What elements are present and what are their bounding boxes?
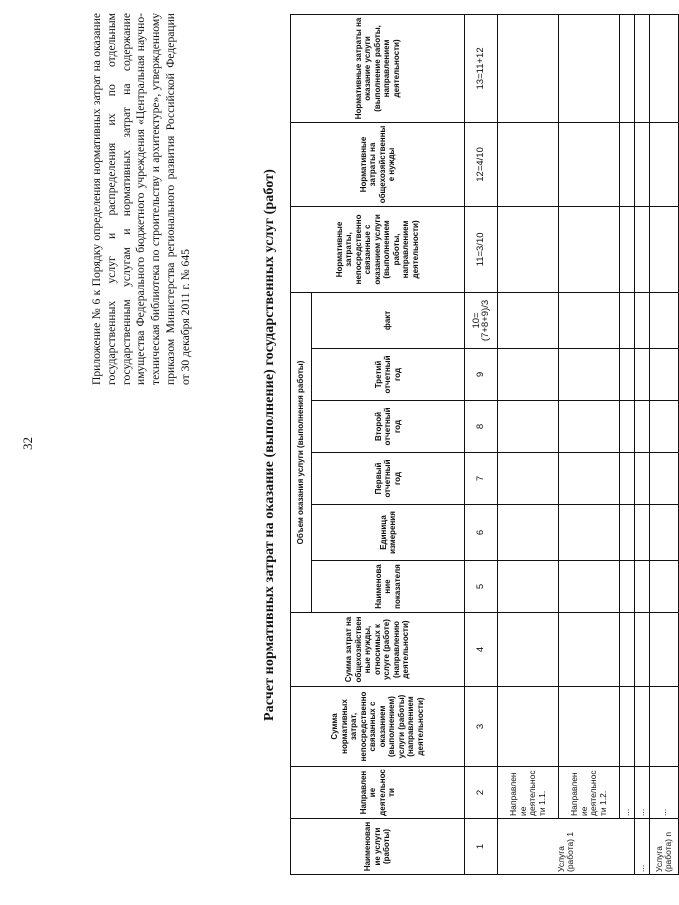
header-fact: факт [312, 292, 465, 348]
table-cell [650, 122, 679, 206]
table-cell [559, 206, 620, 292]
table-cell [635, 401, 650, 453]
table-cell [620, 122, 635, 206]
header-general-costs-sum: Сумма затрат на общехозяйственные нужды, относимых к услуге (работе) (направлению деятельности) [291, 613, 465, 687]
service-ellipsis-cell: ... [635, 819, 650, 875]
table-title: Расчет нормативных затрат на оказание (выполнение) государственных услуг (работ) [262, 169, 277, 721]
table-cell [498, 401, 559, 453]
table-cell [635, 206, 650, 292]
table-cell [635, 687, 650, 767]
col-number: 8 [465, 401, 498, 453]
col-number: 6 [465, 505, 498, 561]
col-number: 7 [465, 453, 498, 505]
table-cell [635, 14, 650, 122]
table-cell [635, 122, 650, 206]
table-cell [498, 292, 559, 348]
table-cell [620, 14, 635, 122]
header-normative-direct: Нормативные затраты, непосредственно связанные с оказанием услуги (выполнением работы, направлением деятельности) [291, 206, 465, 292]
table-cell [498, 561, 559, 613]
service-1-cell: Услуга (работа) 1 [498, 819, 635, 875]
table-cell [650, 349, 679, 401]
table-cell [498, 687, 559, 767]
table-cell [650, 206, 679, 292]
table-cell [650, 561, 679, 613]
table-cell [650, 453, 679, 505]
table-cell [498, 122, 559, 206]
table-cell [620, 349, 635, 401]
appendix-reference: Приложение № 6 к Порядку определения нормативных затрат на оказание государственных услуг и распределения их по отдельным государственным услугам и нормативных затрат на содержание имущества Федерального бюджетного учреждения «Центральная научно-техническая библиотека по строительству и архитектуре», утвержденному приказом Министерства регионального развития Российской Федерации от 30 декабря 2011 г. № 645 [90, 13, 192, 385]
direction-ellipsis-cell: ... [620, 767, 635, 819]
table-cell [635, 349, 650, 401]
header-direction: Направление деятельности [291, 767, 465, 819]
table-cell [559, 505, 620, 561]
col-number: 11=3/10 [465, 206, 498, 292]
header-normative-general: Нормативные затраты на общехозяйственные нужды [291, 122, 465, 206]
direction-1-1-cell: Направление деятельности 1.1. [498, 767, 559, 819]
page-number: 32 [20, 437, 35, 450]
table-cell [620, 453, 635, 505]
header-unit: Единица измерения [312, 505, 465, 561]
header-indicator-name: Наименование показателя [312, 561, 465, 613]
table-cell [620, 613, 635, 687]
service-n-cell: Услуга (работа) n [650, 819, 679, 875]
header-direct-costs-sum: Сумма нормативных затрат, непосредственно связанных с оказанием (выполнением) услуги (работы) (направлением деятельности) [291, 687, 465, 767]
table-cell [620, 206, 635, 292]
table-cell [650, 505, 679, 561]
header-third-year: Третий отчетный год [312, 349, 465, 401]
table-cell [650, 687, 679, 767]
header-normative-total: Нормативные затраты на оказание услуги (выполнение работы, направлением деятельности) [291, 14, 465, 122]
table-cell [559, 401, 620, 453]
col-number: 12=4/10 [465, 122, 498, 206]
table-cell [559, 613, 620, 687]
table-cell [498, 613, 559, 687]
header-volume-group: Объем оказания услуги (выполнения работы) [291, 292, 312, 612]
table-cell [559, 122, 620, 206]
col-number: 13=11+12 [465, 14, 498, 122]
table-cell [620, 401, 635, 453]
col-number: 2 [465, 767, 498, 819]
table-cell [635, 453, 650, 505]
table-cell [498, 453, 559, 505]
table-cell [620, 505, 635, 561]
table-cell [498, 349, 559, 401]
table-cell [498, 14, 559, 122]
calculation-table [290, 14, 679, 875]
table-cell [635, 561, 650, 613]
table-cell [650, 401, 679, 453]
table-cell [635, 505, 650, 561]
table-cell [559, 292, 620, 348]
table-cell [559, 453, 620, 505]
col-number: 4 [465, 613, 498, 687]
header-first-year: Первый отчетный год [312, 453, 465, 505]
header-service-name: Наименование услуги (работы) [291, 819, 465, 875]
header-second-year: Второй отчетный год [312, 401, 465, 453]
direction-1-2-cell: Направление деятельности 1.2. [559, 767, 620, 819]
col-number: 5 [465, 561, 498, 613]
table-cell [620, 687, 635, 767]
table-cell [620, 561, 635, 613]
table-cell [498, 505, 559, 561]
direction-ellipsis-cell: ... [635, 767, 650, 819]
direction-ellipsis-cell: ... [650, 767, 679, 819]
table-cell [559, 14, 620, 122]
table-cell [559, 349, 620, 401]
table-cell [635, 613, 650, 687]
table-cell [650, 613, 679, 687]
col-number: 1 [465, 819, 498, 875]
col-number: 10=(7+8+9)/3 [465, 292, 498, 348]
table-cell [559, 687, 620, 767]
table-cell [650, 292, 679, 348]
table-cell [498, 206, 559, 292]
table-cell [559, 561, 620, 613]
table-cell [620, 292, 635, 348]
table-cell [650, 14, 679, 122]
col-number: 9 [465, 349, 498, 401]
table-cell [635, 292, 650, 348]
col-number: 3 [465, 687, 498, 767]
